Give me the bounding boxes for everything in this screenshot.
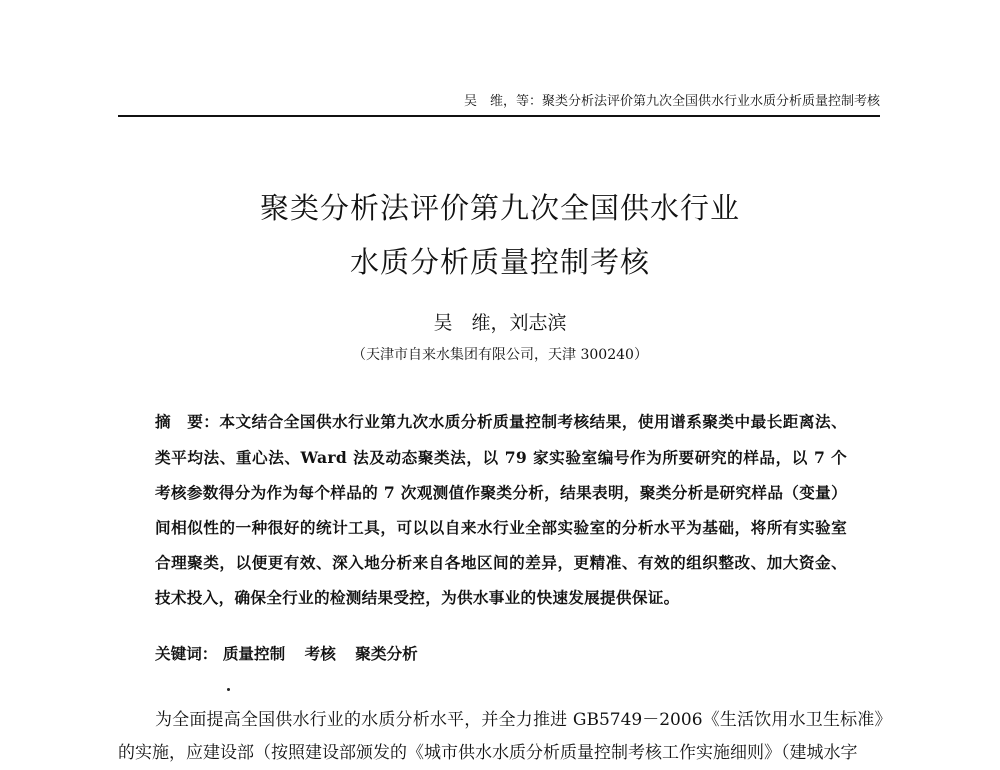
authors: 吴 维，刘志滨 — [433, 312, 567, 334]
abstract — [155, 404, 847, 615]
keywords-label: 关键词： — [155, 645, 218, 663]
running-header: 吴 维，等：聚类分析法评价第九次全国供水行业水质分析质量控制考核 — [463, 94, 880, 109]
body-paragraph: 为全面提高全国供水行业的水质分析水平，并全力推进 GB5749－2006《生活饮用水卫生标准》的实施，应建设部（按照建设部颁发的《城市供水水质分析质量控制考核工作实施细则》（建城水字 — [118, 710, 883, 763]
title-line-2: 水质分析质量控制考核 — [349, 245, 650, 279]
keywords — [155, 642, 432, 664]
keyword: 质量控制 — [222, 644, 286, 663]
abstract-label: 摘 要： — [155, 413, 220, 431]
abstract-text: 本文结合全国供水行业第九次水质分析质量控制考核结果，使用谱系聚类中最长距离法、类平均法、重心法、Ward 法及动态聚类法，以 79 家实验室编号作为所要研究的样品，以 7 个考核参数得分为作为每个样品的 7 次观测值作聚类分析，结果表明，聚类分析是研究样品（变量）间相似性的一种很好的统计工具，可以以自来水行业全部实验室的分析水平为基础，将所有实验室合理聚类，以便更有效、深入地分析来自各地区间的差异，更精准、有效的组织整改、加大资金、技术投入，确保全行业的检测结果受控，为供水事业的快速发展提供保证。 — [155, 412, 847, 607]
title-line-1: 聚类分析法评价第九次全国供水行业 — [259, 191, 740, 225]
keyword: 聚类分析 — [355, 644, 418, 663]
keyword: 考核 — [304, 644, 336, 663]
header-rule — [118, 115, 880, 117]
affiliation: （天津市自来水集团有限公司，天津 300240） — [352, 347, 648, 363]
stray-dot — [227, 688, 230, 691]
